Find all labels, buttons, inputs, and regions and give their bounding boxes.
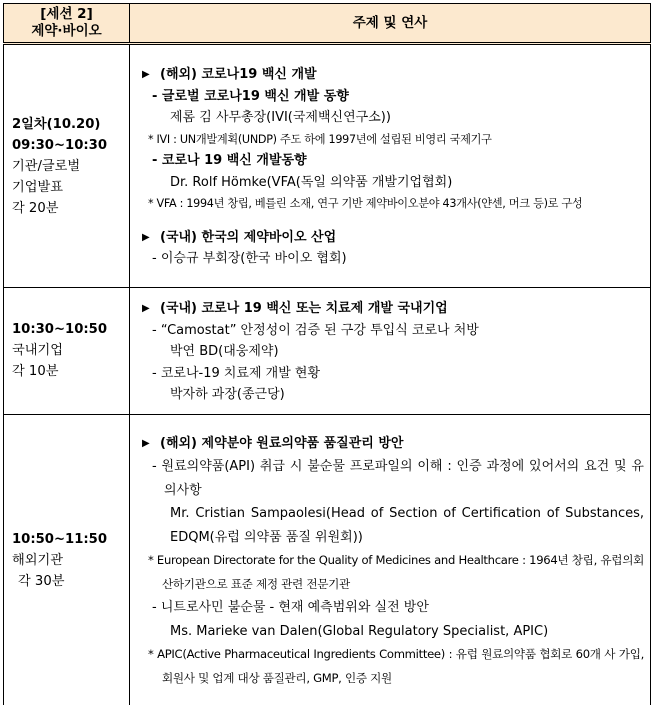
topic-title-text: (국내) 코로나 19 백신 또는 치료제 개발 국내기업 xyxy=(160,301,448,316)
topic-title xyxy=(140,298,644,320)
speaker: 제롬 김 사무총장(IVI(국제백신연구소)) xyxy=(170,110,391,126)
time-range: 10:30~10:50 xyxy=(12,322,108,338)
topic-title xyxy=(140,227,644,249)
footnote: * APIC(Active Pharmaceutical Ingredients Committee) : 유럽 원료의약품 협회로 60개 사 가입, 회원사 및 업계 대상 품질관리, GMP, 인증 지원 xyxy=(148,647,644,685)
speaker: Dr. Rolf Hömke(VFA(독일 의약품 개발기업협회) xyxy=(170,174,453,190)
time-range: 09:30~10:30 xyxy=(12,137,108,153)
presenter-type: 해외기관 xyxy=(12,552,63,568)
spacer xyxy=(140,215,644,227)
triangle-bullet-icon: ▶ xyxy=(142,69,150,81)
footnote: * IVI : UN개발계획(UNDP) 주도 하에 1997년에 설립된 비영리 국제기구 xyxy=(148,132,492,146)
footnote: * European Directorate for the Quality of Medicines and Healthcare : 1964년 창립, 유럽의회 산하기관으로 표준 제정 관련 전문기관 xyxy=(148,553,644,591)
subtopic: - 니트로사민 불순물 - 현재 예측범위와 실전 방안 xyxy=(152,600,429,616)
topic-cell xyxy=(130,414,651,705)
speaker: 박연 BD(대웅제약) xyxy=(170,344,279,359)
presenter-type-cont: 기업발표 xyxy=(12,179,63,195)
topic-title xyxy=(140,432,644,456)
time-cell xyxy=(4,414,130,705)
presenter-type: 국내기업 xyxy=(12,343,63,359)
topic-header-cell: 주제 및 연사 xyxy=(130,4,651,44)
time-cell xyxy=(4,288,130,415)
topic-title-text: (해외) 제약분야 원료의약품 품질관리 방안 xyxy=(160,435,404,451)
speaker: Ms. Marieke van Dalen(Global Regulatory Specialist, APIC) xyxy=(170,623,549,639)
triangle-bullet-icon: ▶ xyxy=(142,303,150,314)
session-header-cell xyxy=(4,4,130,44)
presenter-type: 기관/글로벌 xyxy=(12,158,81,174)
day-label: 2일차(10.20) xyxy=(12,116,101,132)
session-category: 제약·바이오 xyxy=(31,23,102,39)
topic-cell xyxy=(130,44,651,288)
triangle-bullet-icon: ▶ xyxy=(142,437,150,449)
subtopic: - 원료의약품(API) 취급 시 불순물 프로파일의 이해 : 인증 과정에 있어서의 요건 및 유의사항 xyxy=(152,459,644,498)
table-row xyxy=(4,288,651,415)
topic-cell xyxy=(130,288,651,415)
speaker: Mr. Cristian Sampaolesi(Head of Section of Certification of Substances, EDQM(유럽 의약품 품질 위원회)) xyxy=(170,506,644,545)
triangle-bullet-icon: ▶ xyxy=(142,231,150,243)
subtopic: - 이승규 부회장(한국 바이오 협회) xyxy=(152,251,347,267)
table-row xyxy=(4,44,651,288)
duration: 각 20분 xyxy=(12,200,59,216)
subtopic: - 코로나-19 치료제 개발 현황 xyxy=(152,365,321,381)
session-label: [세션 2] xyxy=(40,6,93,22)
topic-title xyxy=(140,64,644,86)
subtopic: - 글로벌 코로나19 백신 개발 동향 xyxy=(152,88,349,104)
speaker: 박자하 과장(종근당) xyxy=(170,387,285,402)
subtopic: - 코로나 19 백신 개발동향 xyxy=(152,153,307,169)
duration: 각 30분 xyxy=(18,573,65,589)
table-header-row xyxy=(4,4,651,44)
time-cell xyxy=(4,44,130,288)
subtopic: - “Camostat” 안정성이 검증 된 구강 투입식 코로나 처방 xyxy=(152,322,479,338)
table-row xyxy=(4,414,651,705)
footnote: * VFA : 1994년 창립, 베를린 소재, 연구 기반 제약바이오분야 43개사(얀센, 머크 등)로 구성 xyxy=(148,197,583,211)
duration: 각 10분 xyxy=(12,364,59,380)
topic-title-text: (국내) 한국의 제약바이오 산업 xyxy=(160,229,337,245)
topic-title-text: (해외) 코로나19 백신 개발 xyxy=(160,67,317,83)
time-range: 10:50~11:50 xyxy=(12,531,108,547)
session-program-table xyxy=(3,3,651,705)
